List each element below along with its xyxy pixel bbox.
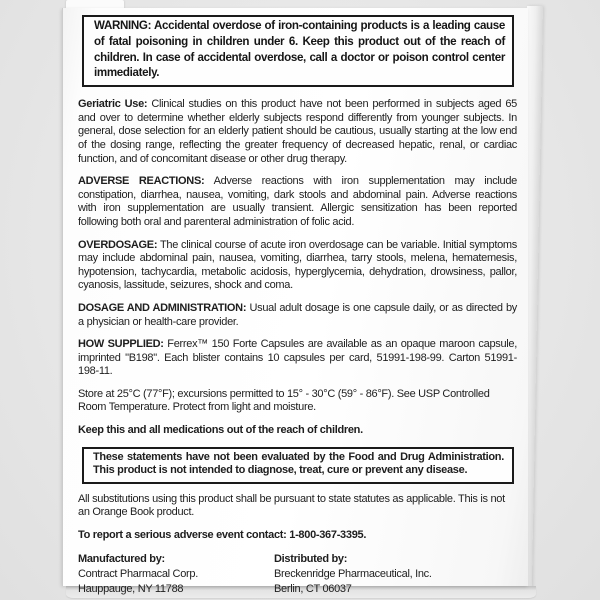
- keep-away-statement: Keep this and all medications out of the reach of children.: [78, 424, 363, 437]
- overdosage-body: The clinical course of acute iron overdosage can be variable. Initial symptoms may include abdominal pain, nausea, vomiting, diarrhea, tarry stools, melena, hematemesis, hypotension, tachycardia, metabolic acidosis, hyperglycemia, dehydration, drowsiness, pallor, cyanosis, lassitude, seizures, shock and coma.: [78, 238, 517, 292]
- carton-back-panel: [62, 8, 528, 596]
- geriatric-use-body: Clinical studies on this product have not been performed in subjects aged 65 and over to determine whether elderly subjects respond differently from younger subjects. In general, dose selection for an elderly patient should be cautious, usually starting at the low end of the dosing range, reflecting the greater frequency of decreased hepatic, renal, or cardiac function, and of concomitant disease or other drug therapy.: [78, 98, 517, 165]
- dosage-administration-heading: DOSAGE AND ADMINISTRATION:: [78, 301, 247, 314]
- distributed-by-label: Distributed by:: [274, 552, 348, 565]
- adverse-reactions-body: Adverse reactions with iron supplementation may include constipation, diarrhea, nausea, vomiting, dark stools and abdominal pain. Adverse reactions with iron supplementation are usually transient. Allergic sensitization has been reported following both oral and parenteral administration of folic acid.: [78, 175, 518, 228]
- section-adverse-reactions: [78, 175, 517, 229]
- distributor-address: Berlin, CT 06037: [274, 583, 352, 596]
- manufacturer-distributor-block: [78, 552, 517, 598]
- manufacturer-block: [78, 552, 274, 598]
- section-how-supplied: [78, 338, 517, 379]
- adverse-reactions-heading: ADVERSE REACTIONS:: [78, 175, 205, 188]
- adverse-event-contact: To report a serious adverse event contact: 1-800-367-3395.: [78, 529, 367, 542]
- storage-instructions: Store at 25°C (77°F); excursions permitted to 15° - 30°C (59° - 86°F). See USP Controlled Room Temperature. Protect from light and moisture.: [78, 387, 490, 414]
- fda-disclaimer-text: These statements have not been evaluated by the Food and Drug Administration. This product is not intended to diagnose, treat, cure or prevent any disease.: [93, 450, 504, 477]
- section-overdosage: [78, 239, 517, 293]
- manufacturer-name: Contract Pharmacal Corp.: [78, 567, 198, 580]
- overdosage-heading: OVERDOSAGE:: [78, 238, 158, 251]
- substitutions-statement: All substitutions using this product shall be pursuant to state statutes as applicable. This is not an Orange Book product.: [78, 492, 505, 519]
- manufacturer-address: Hauppauge, NY 11788: [78, 583, 184, 596]
- dosage-administration-body: Usual adult dosage is one capsule daily, or as directed by a physician or health-care provider.: [78, 301, 517, 328]
- iron-overdose-warning-box: [82, 15, 514, 87]
- distributor-name: Breckenridge Pharmaceutical, Inc.: [274, 567, 432, 580]
- geriatric-use-heading: Geriatric Use:: [78, 98, 148, 111]
- how-supplied-body: Ferrex™ 150 Forte Capsules are available as an opaque maroon capsule, imprinted "B198". Each blister contains 10 capsules per card, 51991-198-99. Carton 51991-198-11.: [78, 338, 517, 378]
- warning-text: WARNING: Accidental overdose of iron-containing products is a leading cause of fatal poisoning in children under 6. Keep this product out of the reach of children. In case of accidental overdose, call a doctor or poison control center immediately.: [94, 19, 505, 80]
- how-supplied-heading: HOW SUPPLIED:: [78, 338, 164, 351]
- section-dosage-administration: [78, 302, 517, 329]
- distributor-block: [274, 552, 432, 598]
- manufactured-by-label: Manufactured by:: [78, 552, 165, 565]
- section-geriatric-use: [78, 98, 517, 166]
- fda-disclaimer-box: [82, 447, 514, 484]
